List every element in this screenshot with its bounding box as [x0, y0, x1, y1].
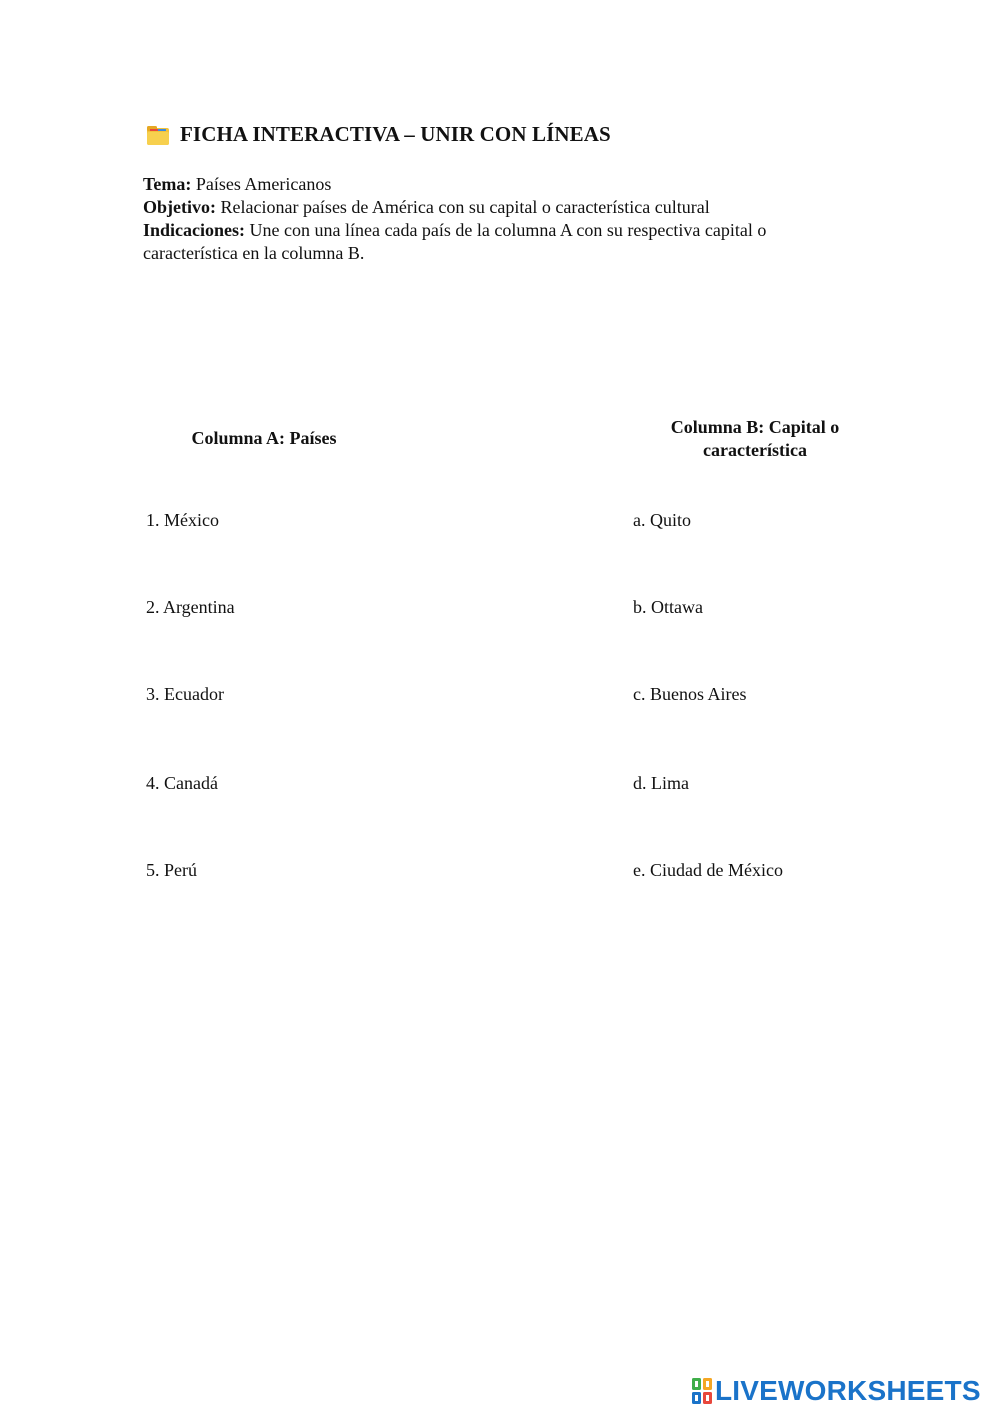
objetivo-label: Objetivo:	[143, 197, 216, 217]
column-a-item[interactable]: 5. Perú	[146, 860, 197, 880]
tema-line	[143, 173, 863, 196]
objetivo-value: Relacionar países de América con su capital o característica cultural	[215, 197, 710, 217]
column-b-item[interactable]: b. Ottawa	[633, 597, 703, 617]
tema-value: Países Americanos	[191, 174, 332, 194]
indicaciones-value: Une con una línea cada país de la columna A con su respectiva capital o característica en la columna B.	[143, 220, 767, 263]
page-title: FICHA INTERACTIVA – UNIR CON LÍNEAS	[180, 122, 611, 146]
column-a-item[interactable]: 3. Ecuador	[146, 684, 224, 704]
folder-icon	[146, 124, 170, 146]
column-b-item[interactable]: c. Buenos Aires	[633, 684, 747, 704]
title-row	[146, 122, 611, 147]
tema-label: Tema:	[143, 174, 192, 194]
column-a-item[interactable]: 1. México	[146, 510, 219, 530]
column-b-item[interactable]: a. Quito	[633, 510, 691, 530]
column-a-heading: Columna A: Países	[191, 428, 337, 448]
liveworksheets-logo-icon	[692, 1378, 712, 1404]
indicaciones-line	[143, 219, 863, 265]
column-b-heading: Columna B: Capital o característica	[670, 417, 840, 460]
column-a-item[interactable]: 4. Canadá	[146, 773, 218, 793]
liveworksheets-wordmark: LIVEWORKSHEETS	[715, 1375, 981, 1406]
objetivo-line	[143, 196, 863, 219]
column-a-item[interactable]: 2. Argentina	[146, 597, 235, 617]
indicaciones-label: Indicaciones:	[143, 220, 246, 240]
intro-block	[143, 173, 863, 265]
liveworksheets-logo	[692, 1375, 981, 1407]
column-b-item[interactable]: e. Ciudad de México	[633, 860, 783, 880]
column-b-item[interactable]: d. Lima	[633, 773, 689, 793]
